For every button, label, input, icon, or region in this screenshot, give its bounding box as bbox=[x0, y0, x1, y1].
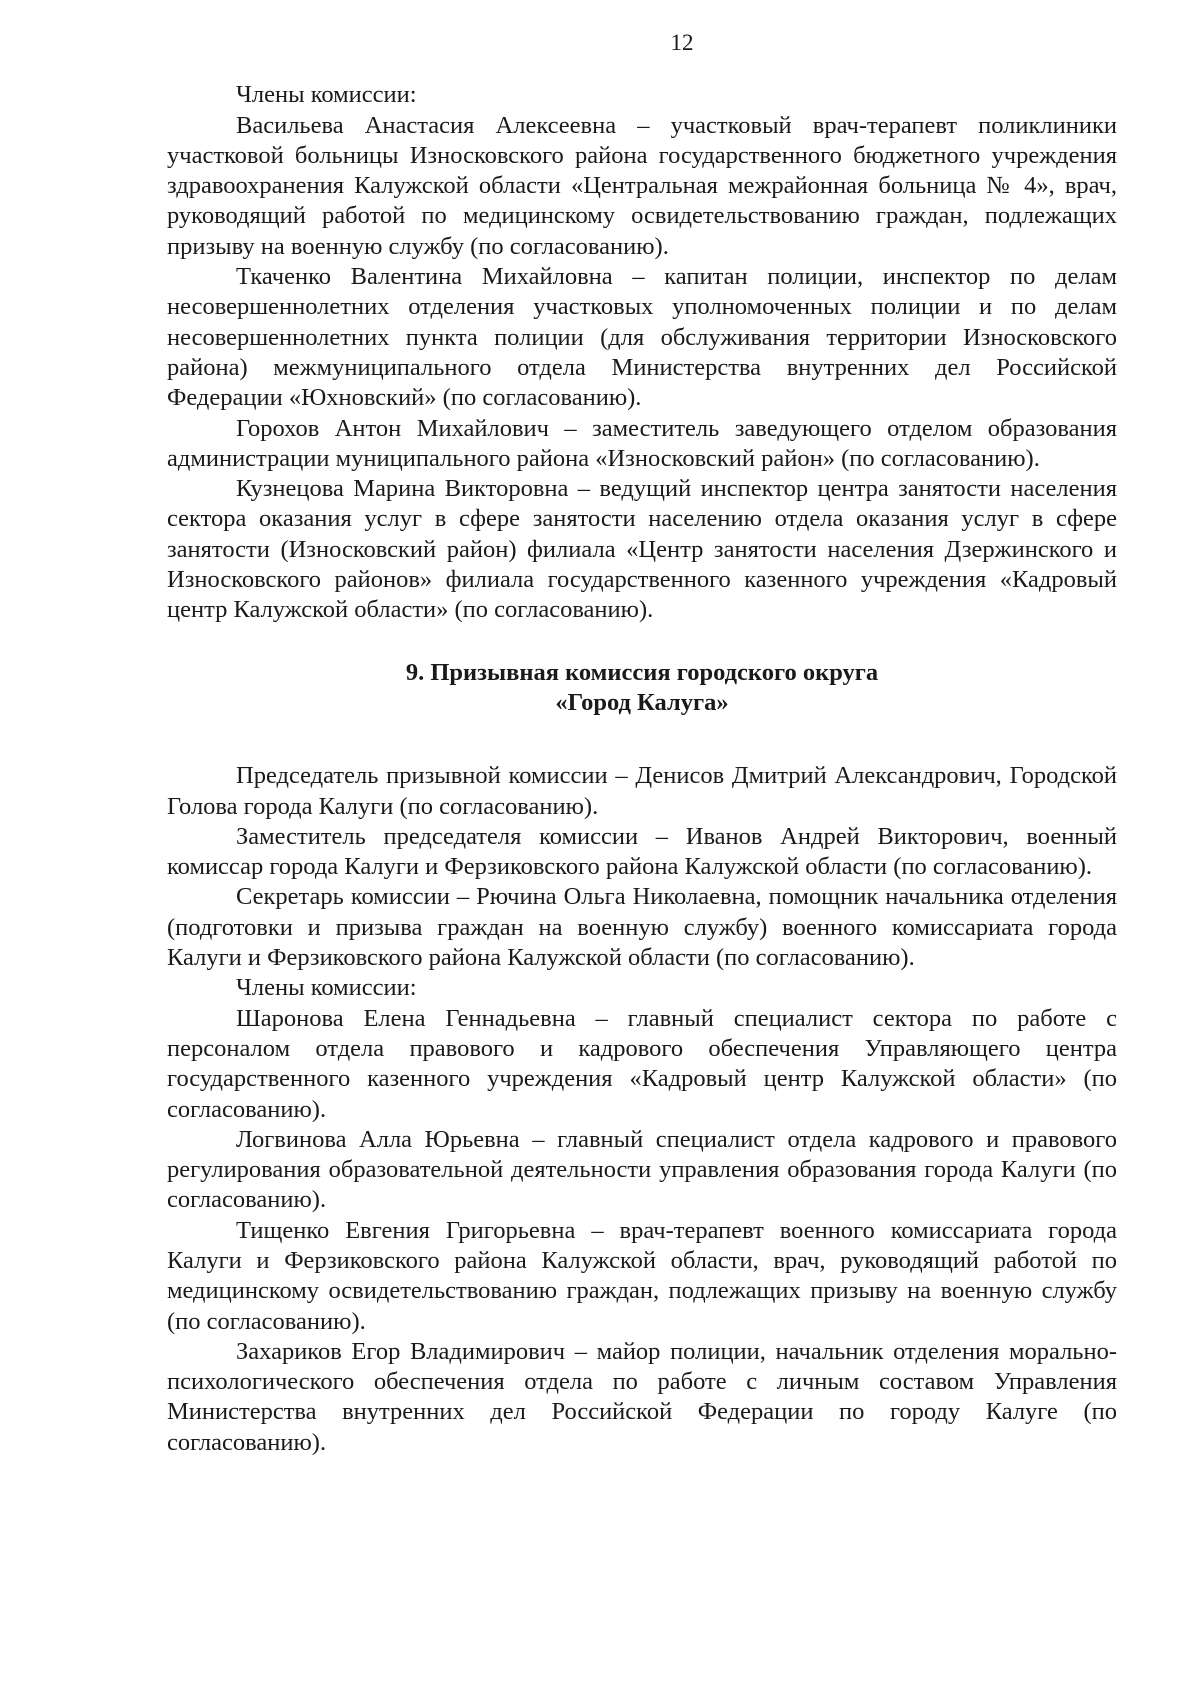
member-paragraph: Васильева Анастасия Алексеевна – участковый врач-терапевт поликлиники участковой больницы Износковского района государственного бюджетного учреждения здравоохранения Калужской области «Центральная межрайонная больница № 4», врач, руководящий работой по медицинскому освидетельствованию граждан, подлежащих призыву на военную службу (по согласованию). bbox=[167, 111, 1117, 260]
member-paragraph: Шаронова Елена Геннадьевна – главный специалист сектора по работе с персоналом отдела правового и кадрового обеспечения Управляющего центра государственного казенного учреждения «Кадровый центр Калужской области» (по согласованию). bbox=[167, 1004, 1117, 1123]
member-paragraph: Захариков Егор Владимирович – майор полиции, начальник отделения морально-психологического обеспечения отдела по работе с личным составом Управления Министерства внутренних дел Российской Федерации по городу Калуге (по согласованию). bbox=[167, 1337, 1117, 1456]
secretary-paragraph: Секретарь комиссии – Рючина Ольга Николаевна, помощник начальника отделения (подготовки и призыва граждан на военную службу) военного комиссариата города Калуги и Ферзиковского района Калужской области (по согласованию). bbox=[167, 883, 1117, 972]
section-heading-line: «Город Калуга» bbox=[555, 688, 729, 716]
member-paragraph: Логвинова Алла Юрьевна – главный специалист отдела кадрового и правового регулирования образовательной деятельности управления образования города Калуги (по согласованию). bbox=[167, 1125, 1117, 1214]
section-heading-line: 9. Призывная комиссия городского округа bbox=[405, 658, 879, 686]
member-paragraph: Горохов Антон Михайлович – заместитель заведующего отделом образования администрации муниципального района «Износковский район» (по согласованию). bbox=[167, 414, 1117, 472]
member-paragraph: Тищенко Евгения Григорьевна – врач-терапевт военного комиссариата города Калуги и Ферзиковского района Калужской области, врач, руководящий работой по медицинскому освидетельствованию граждан, подлежащих призыву на военную службу (по согласованию). bbox=[167, 1216, 1117, 1335]
deputy-paragraph: Заместитель председателя комиссии – Иванов Андрей Викторович, военный комиссар города Калуги и Ферзиковского района Калужской области (по согласованию). bbox=[167, 822, 1117, 881]
member-paragraph: Кузнецова Марина Викторовна – ведущий инспектор центра занятости населения сектора оказания услуг в сфере занятости населению отдела оказания услуг в сфере занятости (Износковский район) филиала «Центр занятости населения Дзержинского и Износковского районов» филиала государственного казенного учреждения «Кадровый центр Калужской области» (по согласованию). bbox=[167, 475, 1117, 624]
section-heading bbox=[167, 658, 1117, 719]
members-label: Члены комиссии: bbox=[236, 81, 417, 109]
member-paragraph: Ткаченко Валентина Михайловна – капитан полиции, инспектор по делам несовершеннолетних отделения участковых уполномоченных полиции и по делам несовершеннолетних пункта полиции (для обслуживания территории Износковского района) межмуниципального отдела Министерства внутренних дел Российской Федерации «Юхновский» (по согласованию). bbox=[167, 263, 1117, 412]
members-label: Члены комиссии: bbox=[236, 974, 417, 1002]
page-number: 12 bbox=[670, 30, 694, 55]
chairman-paragraph: Председатель призывной комиссии – Денисов Дмитрий Александрович, Городской Голова города Калуги (по согласованию). bbox=[167, 762, 1117, 820]
